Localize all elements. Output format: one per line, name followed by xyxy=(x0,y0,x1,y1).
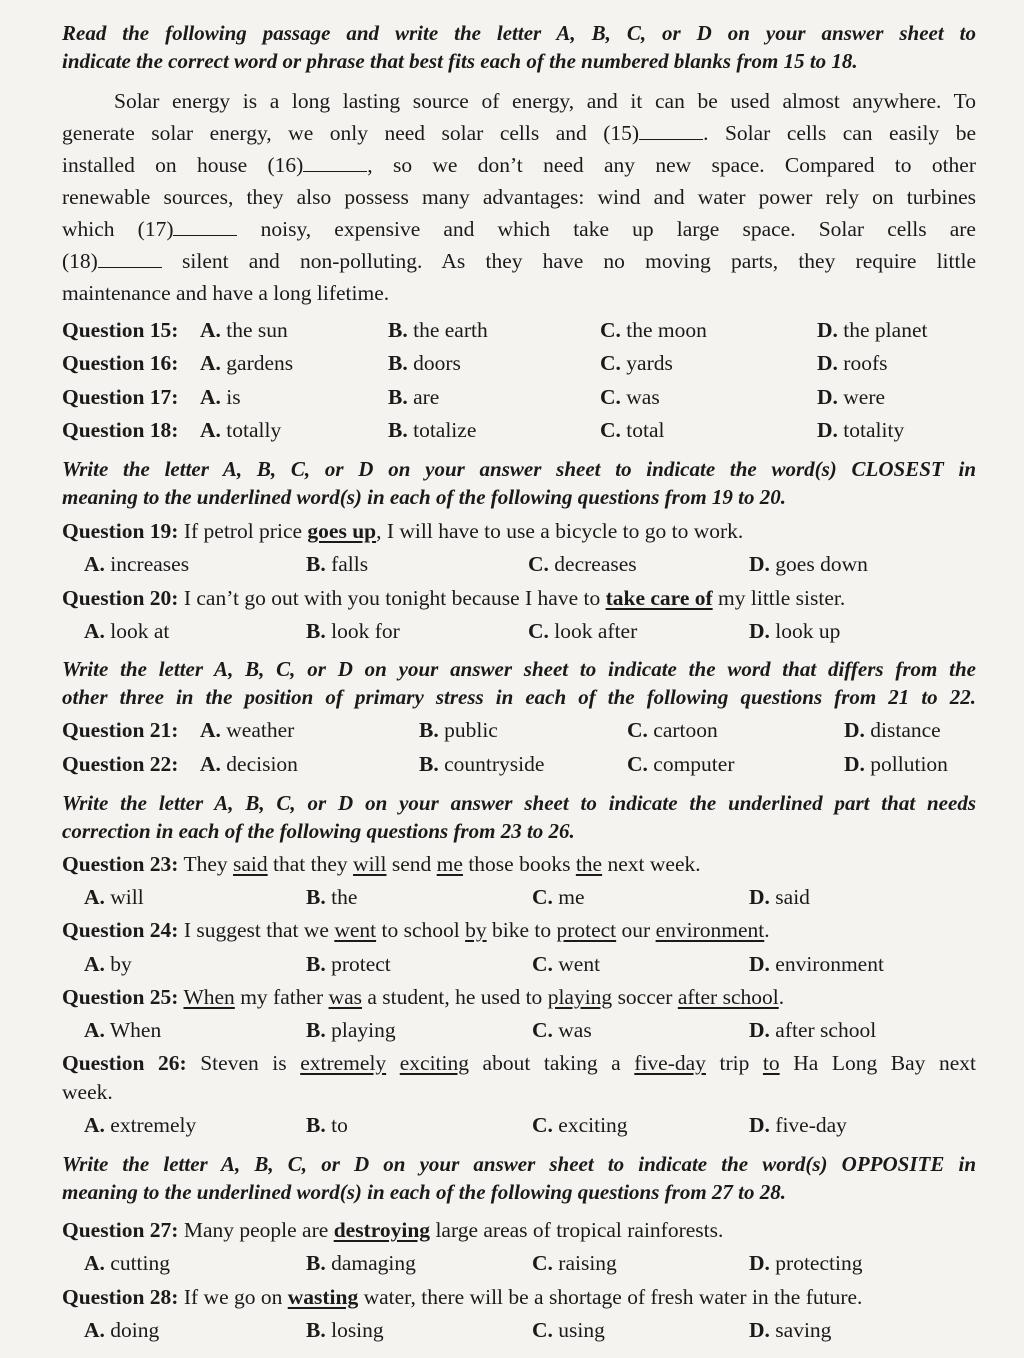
option-d: D. said xyxy=(749,885,810,909)
passage-line5: which (17) noisy, expensive and which take up large space. Solar cells are xyxy=(62,217,976,241)
option-c: C. using xyxy=(532,1318,605,1342)
passage-line4: renewable sources, they also possess many advantages: wind and water power rely on turbines xyxy=(62,185,976,209)
option-a: A. look at xyxy=(84,619,170,643)
option-c: C. went xyxy=(532,952,601,976)
option-d: D. goes down xyxy=(749,552,868,576)
option-b: B. the earth xyxy=(388,318,488,342)
passage-line3: installed on house (16) , so we don’t need any new space. Compared to other xyxy=(62,153,976,177)
option-d: D. after school xyxy=(749,1018,877,1042)
option-d: D. environment xyxy=(749,952,884,976)
question-18 xyxy=(62,415,976,445)
question-27: Question 27: Many people are destroying large areas of tropical rainforests. xyxy=(62,1218,724,1242)
question-24: Question 24: I suggest that we went to school by bike to protect our environment. xyxy=(62,918,770,942)
question-label: Question 26: xyxy=(62,1051,187,1075)
option-c: C. look after xyxy=(528,619,638,643)
option-a: A. is xyxy=(200,385,241,409)
option-d: D. the planet xyxy=(817,318,928,342)
option-c: C. computer xyxy=(627,752,735,776)
question-17 xyxy=(62,382,976,412)
option-c: C. cartoon xyxy=(627,718,718,742)
underlined-part: environment xyxy=(655,918,765,942)
section3-instruction-line2: other three in the position of primary stress in each of the following questions from 21 to 22. xyxy=(62,685,976,709)
section4-instruction-line2: correction in each of the following questions from 23 to 26. xyxy=(62,819,575,843)
section5-instruction-line2: meaning to the underlined word(s) in each of the following questions from 27 to 28. xyxy=(62,1180,786,1204)
option-b: B. protect xyxy=(306,952,391,976)
option-b: B. are xyxy=(388,385,440,409)
blank-17 xyxy=(173,217,237,236)
question-25: Question 25: When my father was a student, he used to playing soccer after school. xyxy=(62,985,785,1009)
option-c: C. was xyxy=(600,385,660,409)
option-b: B. doors xyxy=(388,351,461,375)
option-b: B. totalize xyxy=(388,418,477,442)
question-label: Question 27: xyxy=(62,1218,179,1242)
question-21 xyxy=(62,715,976,745)
question-label: Question 17: xyxy=(62,385,179,409)
section1-instruction-line2: indicate the correct word or phrase that best fits each of the numbered blanks from 15 to 18. xyxy=(62,49,858,73)
underlined-part: said xyxy=(233,852,268,876)
question-16 xyxy=(62,348,976,378)
passage-line2: generate solar energy, we only need solar cells and (15) . Solar cells can easily be xyxy=(62,121,976,145)
question-label: Question 20: xyxy=(62,586,179,610)
question-23: Question 23: They said that they will send me those books the next week. xyxy=(62,852,701,876)
option-c: C. was xyxy=(532,1018,592,1042)
option-d: D. totality xyxy=(817,418,905,442)
question-label: Question 28: xyxy=(62,1285,179,1309)
option-b: B. damaging xyxy=(306,1251,416,1275)
question-label: Question 16: xyxy=(62,351,179,375)
option-c: C. raising xyxy=(532,1251,617,1275)
option-a: A. gardens xyxy=(200,351,294,375)
underlined-part: protect xyxy=(556,918,617,942)
option-c: C. yards xyxy=(600,351,673,375)
option-a: A. totally xyxy=(200,418,282,442)
underlined-part: When xyxy=(183,985,235,1009)
option-a: A. by xyxy=(84,952,132,976)
question-22 xyxy=(62,749,976,779)
option-d: D. look up xyxy=(749,619,841,643)
option-d: D. saving xyxy=(749,1318,832,1342)
question-label: Question 21: xyxy=(62,718,179,742)
option-a: A. will xyxy=(84,885,144,909)
option-b: B. losing xyxy=(306,1318,384,1342)
option-c: C. me xyxy=(532,885,585,909)
option-d: D. five-day xyxy=(749,1113,847,1137)
passage-line7: maintenance and have a long lifetime. xyxy=(62,281,390,305)
option-b: B. the xyxy=(306,885,358,909)
blank-18 xyxy=(98,249,162,268)
underlined-part: the xyxy=(575,852,603,876)
question-label: Question 15: xyxy=(62,318,179,342)
option-a: A. decision xyxy=(200,752,298,776)
option-d: D. were xyxy=(817,385,886,409)
section2-instruction-line2: meaning to the underlined word(s) in each of the following questions from 19 to 20. xyxy=(62,485,786,509)
question-label: Question 19: xyxy=(62,519,179,543)
option-b: B. look for xyxy=(306,619,400,643)
underlined-part: five-day xyxy=(634,1051,706,1075)
question-label: Question 25: xyxy=(62,985,179,1009)
question-label: Question 23: xyxy=(62,852,179,876)
underlined-part: exciting xyxy=(399,1051,469,1075)
option-b: B. to xyxy=(306,1113,348,1137)
underlined-part: after school xyxy=(677,985,779,1009)
section4-instruction-line1: Write the letter A, B, C, or D on your answer sheet to indicate the underlined part that needs xyxy=(62,791,976,815)
underlined-part: was xyxy=(328,985,362,1009)
blank-16 xyxy=(303,153,367,172)
underlined-part: will xyxy=(353,852,387,876)
question-20: Question 20: I can’t go out with you tonight because I have to take care of my little sister. xyxy=(62,586,846,610)
option-a: A. weather xyxy=(200,718,295,742)
underlined-part: to xyxy=(762,1051,780,1075)
passage-line6: (18) silent and non-polluting. As they have no moving parts, they require little xyxy=(62,249,976,273)
passage-line1: Solar energy is a long lasting source of energy, and it can be used almost anywhere. To xyxy=(114,89,976,113)
underlined-word: destroying xyxy=(333,1218,431,1242)
question-26-continuation: week. xyxy=(62,1080,113,1104)
option-b: B. public xyxy=(419,718,498,742)
option-d: D. protecting xyxy=(749,1251,863,1275)
question-19: Question 19: If petrol price goes up, I will have to use a bicycle to go to work. xyxy=(62,519,744,543)
option-c: C. exciting xyxy=(532,1113,628,1137)
option-a: A. When xyxy=(84,1018,162,1042)
question-label: Question 24: xyxy=(62,918,179,942)
option-c: C. the moon xyxy=(600,318,707,342)
question-label: Question 18: xyxy=(62,418,179,442)
option-a: A. the sun xyxy=(200,318,288,342)
underlined-part: playing xyxy=(547,985,613,1009)
blank-15 xyxy=(639,121,703,140)
section2-instruction-line1: Write the letter A, B, C, or D on your answer sheet to indicate the word(s) CLOSEST in xyxy=(62,457,976,481)
underlined-word: take care of xyxy=(605,586,713,610)
option-d: D. pollution xyxy=(844,752,948,776)
section1-instruction-line1: Read the following passage and write the letter A, B, C, or D on your answer sheet to xyxy=(62,21,976,45)
section5-instruction-line1: Write the letter A, B, C, or D on your answer sheet to indicate the word(s) OPPOSITE in xyxy=(62,1152,976,1176)
option-b: B. playing xyxy=(306,1018,396,1042)
question-15 xyxy=(62,315,976,345)
underlined-part: extremely xyxy=(300,1051,387,1075)
option-c: C. total xyxy=(600,418,665,442)
option-d: D. distance xyxy=(844,718,941,742)
underlined-part: by xyxy=(465,918,487,942)
underlined-word: goes up xyxy=(307,519,377,543)
question-28: Question 28: If we go on wasting water, there will be a shortage of fresh water in the future. xyxy=(62,1285,863,1309)
option-a: A. increases xyxy=(84,552,190,576)
underlined-part: went xyxy=(334,918,377,942)
option-a: A. extremely xyxy=(84,1113,197,1137)
option-a: A. doing xyxy=(84,1318,160,1342)
option-a: A. cutting xyxy=(84,1251,170,1275)
underlined-word: wasting xyxy=(287,1285,359,1309)
option-b: B. countryside xyxy=(419,752,545,776)
option-b: B. falls xyxy=(306,552,369,576)
option-c: C. decreases xyxy=(528,552,637,576)
question-26: Question 26: Steven is extremely exciting about taking a five-day trip to Ha Long Bay next xyxy=(62,1051,976,1075)
question-label: Question 22: xyxy=(62,752,179,776)
option-d: D. roofs xyxy=(817,351,888,375)
section3-instruction-line1: Write the letter A, B, C, or D on your answer sheet to indicate the word that differs from the xyxy=(62,657,976,681)
underlined-part: me xyxy=(436,852,463,876)
